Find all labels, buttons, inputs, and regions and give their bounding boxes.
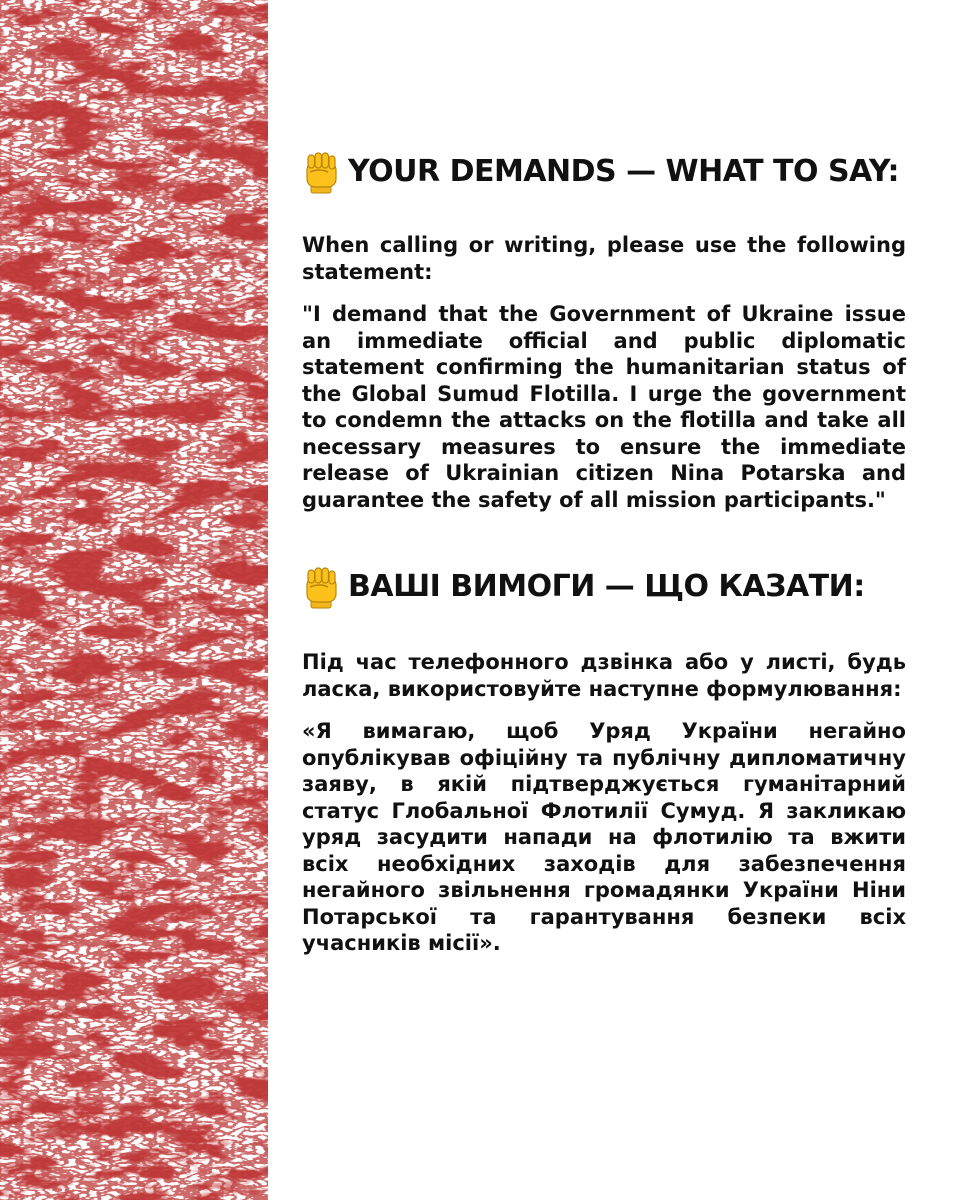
ukrainian-intro-text: Під час телефонного дзвінка або у листі, будь ласка, використовуйте наступне формулювання: bbox=[302, 650, 906, 701]
raised-fist-icon bbox=[302, 150, 340, 194]
ukrainian-heading-text: ВАШІ ВИМОГИ — ЩО КАЗАТИ: bbox=[348, 569, 865, 604]
main-content bbox=[302, 150, 906, 957]
english-intro-text: When calling or writing, please use the following statement: bbox=[302, 233, 906, 284]
ukrainian-statement-text: «Я вимагаю, щоб Уряд України негайно опублікував офіційну та публічну дипломатичну заяву, в якій підтверджується гуманітарний статус Глобальної Флотилії Сумуд. Я закликаю уряд засудити напади на флотилію та вжити всіх необхідних заходів для забезпечення негайного звільнення громадянки України Ніни Потарської та гарантування безпеки всіх учасників місії». bbox=[302, 719, 906, 955]
red-marble-texture-image bbox=[0, 0, 268, 1200]
abstract-art-panel bbox=[0, 0, 268, 1200]
raised-fist-icon bbox=[302, 565, 340, 609]
ukrainian-heading bbox=[302, 565, 906, 609]
english-heading bbox=[302, 150, 906, 194]
english-statement-text: "I demand that the Government of Ukraine issue an immediate official and public diplomatic statement confirming the humanitarian status of the Global Sumud Flotilla. I urge the government to condemn the attacks on the flotilla and take all necessary measures to ensure the immediate release of Ukrainian citizen Nina Potarska and guarantee the safety of all mission participants." bbox=[302, 302, 906, 512]
english-heading-text: YOUR DEMANDS — WHAT TO SAY: bbox=[348, 154, 900, 189]
